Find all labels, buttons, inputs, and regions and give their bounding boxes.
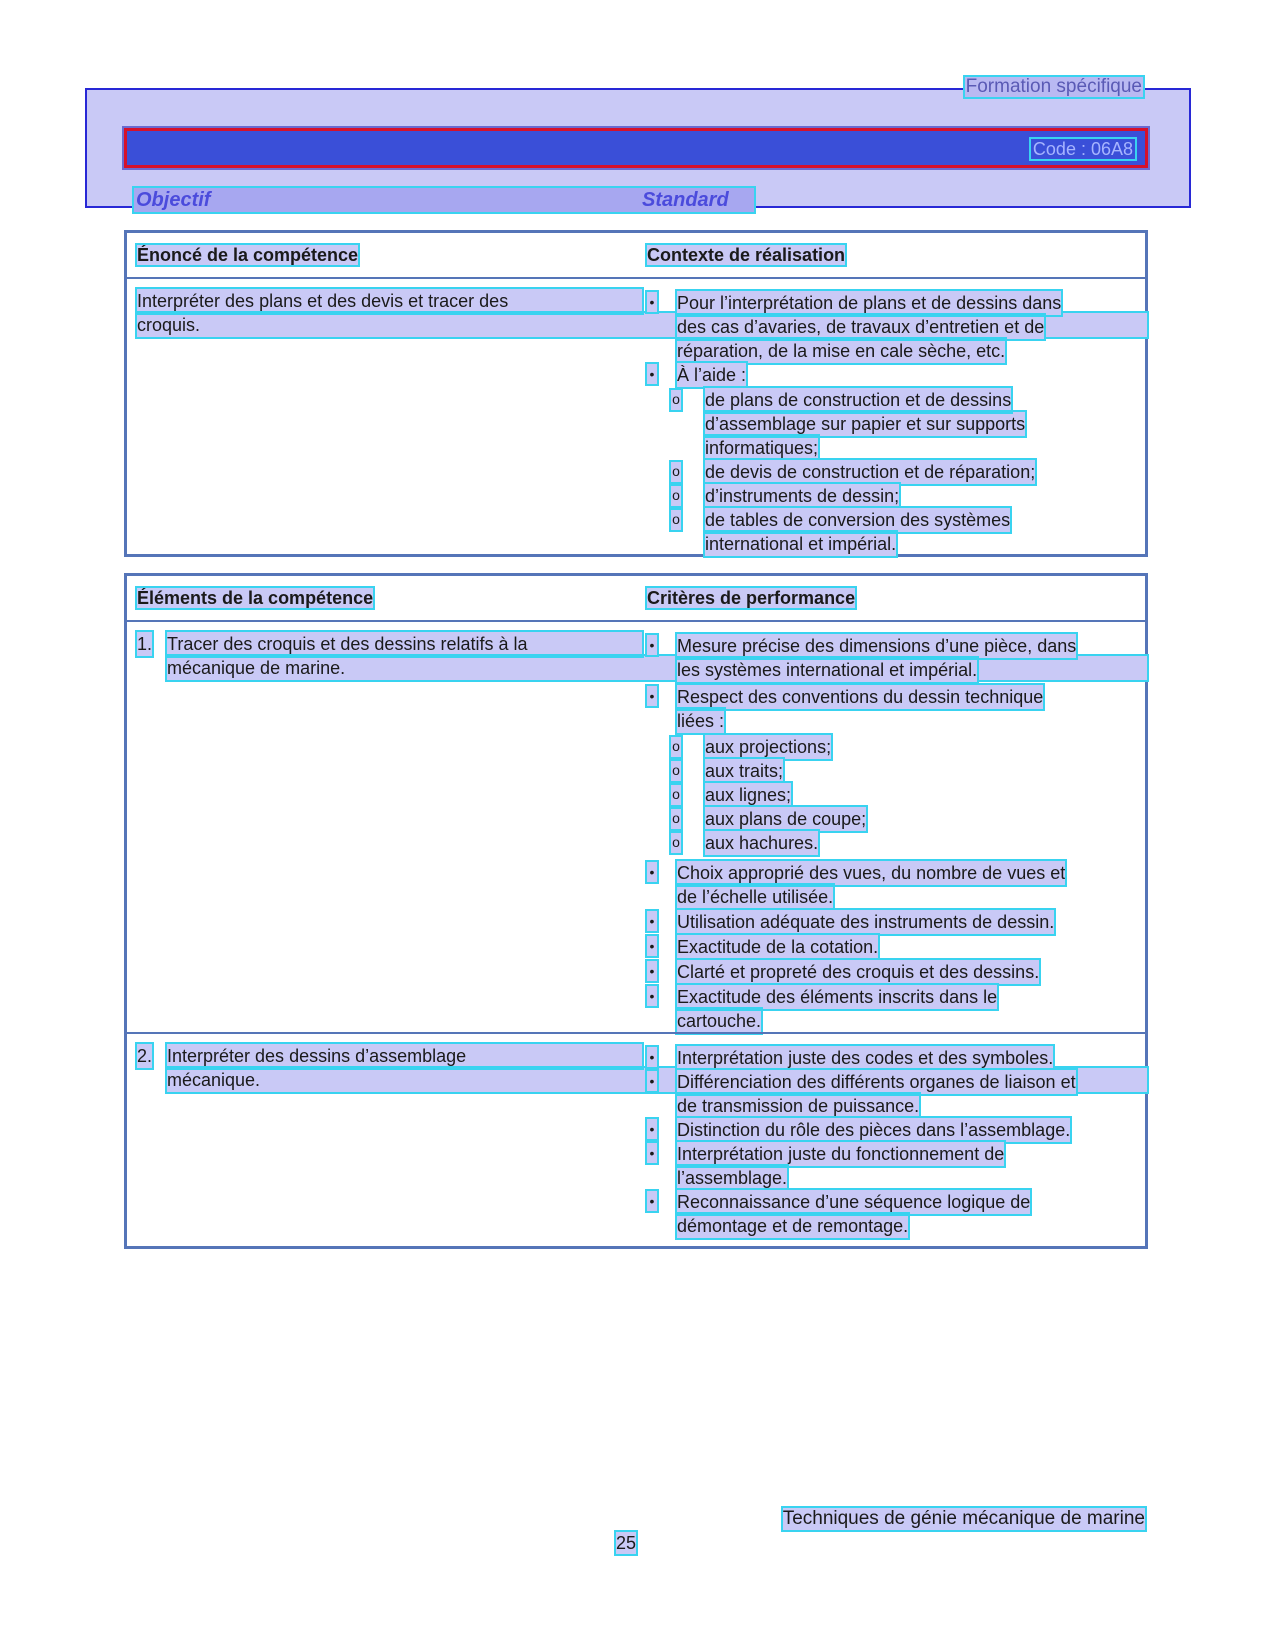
- circle-bullet-icon: o: [671, 833, 681, 853]
- row-divider: [127, 1032, 1145, 1034]
- criteria-heading: Critères de performance: [647, 588, 856, 608]
- context-list: [647, 291, 1137, 556]
- context-subitem: o de tables de conversion des systèmes international et impérial.: [672, 510, 1011, 554]
- criterion-subitem: o aux lignes;: [672, 785, 792, 805]
- standard-heading: Standard: [642, 189, 729, 211]
- statement-line: Interpréter des plans et des devis et tracer des: [137, 289, 642, 313]
- criterion-item: • Distinction du rôle des pièces dans l’assemblage.: [647, 1118, 1137, 1142]
- bullet-icon: •: [647, 961, 657, 981]
- criterion-subitem: o aux projections;: [672, 737, 832, 757]
- competence-table: [124, 230, 1148, 557]
- context-subitem: o de plans de construction et de dessins d’assemblage sur papier et sur supports informatiques;: [672, 390, 1026, 458]
- bullet-icon: •: [647, 1047, 657, 1067]
- criterion-item: • Reconnaissance d’une séquence logique de démontage et de remontage.: [647, 1190, 1137, 1238]
- bullet-icon: •: [647, 1191, 657, 1211]
- objectif-heading: Objectif: [136, 189, 211, 211]
- criterion-item: • Respect des conventions du dessin technique liées :: [647, 685, 1137, 733]
- course-code: Code : 06A8: [1032, 139, 1133, 159]
- elements-table: [124, 573, 1148, 1249]
- element-2: 2. Interpréter des dessins d’assemblage mécanique.: [137, 1044, 642, 1092]
- column-headings: [134, 188, 754, 212]
- criterion-item: • Utilisation adéquate des instruments de dessin.: [647, 910, 1137, 934]
- bullet-icon: •: [647, 1071, 657, 1091]
- context-heading: Contexte de réalisation: [647, 245, 846, 265]
- context-subitem: o d’instruments de dessin;: [672, 486, 900, 506]
- criterion-item: • Clarté et propreté des croquis et des dessins.: [647, 960, 1137, 984]
- circle-bullet-icon: o: [671, 809, 681, 829]
- criterion-item: • Choix approprié des vues, du nombre de vues et de l’échelle utilisée.: [647, 861, 1137, 909]
- circle-bullet-icon: o: [671, 785, 681, 805]
- circle-bullet-icon: o: [671, 462, 681, 482]
- bullet-icon: •: [647, 1119, 657, 1139]
- criterion-item: • Exactitude de la cotation.: [647, 935, 1137, 959]
- bullet-icon: •: [647, 292, 657, 312]
- bullet-icon: •: [647, 635, 657, 655]
- element-1: 1. Tracer des croquis et des dessins relatifs à la mécanique de marine.: [137, 632, 642, 680]
- bullet-icon: •: [647, 1143, 657, 1163]
- bullet-icon: •: [647, 986, 657, 1006]
- criterion-item: • Mesure précise des dimensions d’une pièce, dans les systèmes international et impérial.: [647, 634, 1137, 682]
- circle-bullet-icon: o: [671, 737, 681, 757]
- bullet-icon: •: [647, 862, 657, 882]
- element-number: 1.: [137, 634, 153, 654]
- circle-bullet-icon: o: [671, 486, 681, 506]
- bullet-icon: •: [647, 936, 657, 956]
- competence-statement: [137, 289, 642, 337]
- competence-table-header: [127, 233, 1145, 279]
- context-item: • À l’aide :: [647, 363, 1137, 387]
- criterion-item: • Différenciation des différents organes de liaison et de transmission de puissance.: [647, 1070, 1137, 1118]
- criterion-subitem: o aux hachures.: [672, 833, 819, 853]
- bullet-icon: •: [647, 364, 657, 384]
- element-1-criteria: [647, 634, 1137, 1033]
- code-bar: [124, 128, 1148, 168]
- statement-line: croquis.: [137, 313, 1147, 337]
- bullet-icon: •: [647, 686, 657, 706]
- elements-heading: Éléments de la compétence: [137, 588, 374, 608]
- elements-table-header: [127, 576, 1145, 622]
- context-subitem: o de devis de construction et de réparation;: [672, 462, 1036, 482]
- context-item: • Pour l’interprétation de plans et de dessins dans des cas d’avaries, de travaux d’entretien et de réparation, de la mise en cale sèche, etc.: [647, 291, 1137, 363]
- element-2-criteria: [647, 1046, 1137, 1238]
- criterion-item: • Interprétation juste des codes et des symboles.: [647, 1046, 1137, 1070]
- criterion-subitem: o aux plans de coupe;: [672, 809, 867, 829]
- statement-heading: Énoncé de la compétence: [137, 245, 359, 265]
- circle-bullet-icon: o: [671, 510, 681, 530]
- criterion-item: • Interprétation juste du fonctionnement de l’assemblage.: [647, 1142, 1137, 1190]
- circle-bullet-icon: o: [671, 390, 681, 410]
- footer-program-title: Techniques de génie mécanique de marine: [782, 1508, 1145, 1529]
- page-title: Formation spécifique: [965, 76, 1142, 97]
- circle-bullet-icon: o: [671, 761, 681, 781]
- criterion-subitem: o aux traits;: [672, 761, 784, 781]
- page-number: 25: [616, 1533, 637, 1553]
- criterion-item: • Exactitude des éléments inscrits dans le cartouche.: [647, 985, 1137, 1033]
- bullet-icon: •: [647, 911, 657, 931]
- element-number: 2.: [137, 1046, 153, 1066]
